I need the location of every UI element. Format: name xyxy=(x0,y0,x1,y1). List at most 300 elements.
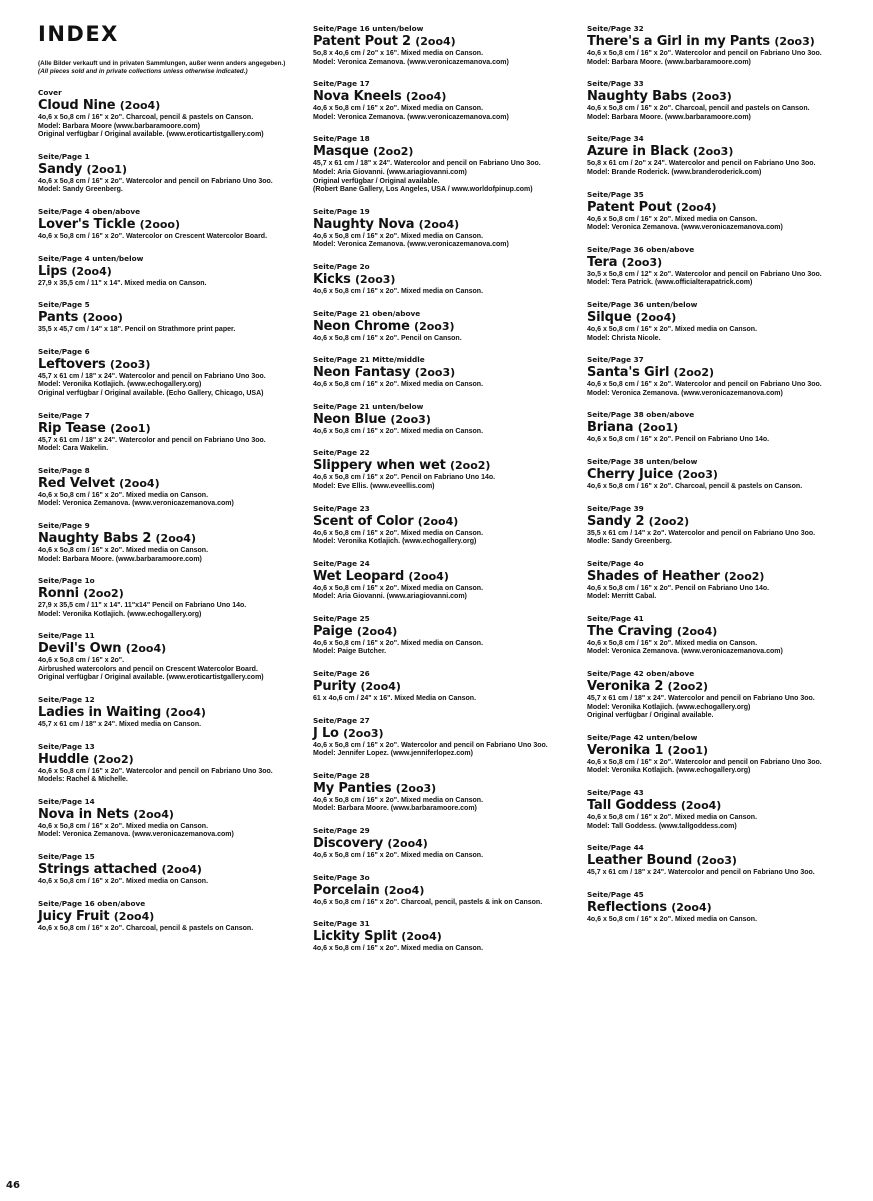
entry-page-reference: Seite/Page 36 unten/below xyxy=(587,299,698,309)
entry-detail-line: 4o,6 x 5o,8 cm / 16" x 2o". Charcoal, pencil & pastels on Canson. xyxy=(38,114,254,121)
entry-year: (2oo4) xyxy=(133,807,174,821)
page-number: 46 xyxy=(6,1180,20,1191)
entry-page-reference: Seite/Page 42 unten/below xyxy=(587,732,698,742)
entry-title-line xyxy=(587,200,867,216)
entry-title: Wet Leopard xyxy=(313,568,405,584)
index-entry xyxy=(38,742,300,785)
entry-detail-line: 35,5 x 45,7 cm / 14" x 18". Pencil on Strathmore print paper. xyxy=(38,326,236,334)
entry-title-line xyxy=(313,89,581,105)
index-entry xyxy=(38,254,300,289)
entry-title-line xyxy=(38,531,300,547)
entry-year: (2oo4) xyxy=(418,217,460,231)
entry-detail-line: 4o,6 x 5o,8 cm / 16" x 2o". Mixed media on Canson. xyxy=(313,232,484,240)
entry-page-reference: Seite/Page 36 oben/above xyxy=(587,244,695,254)
entry-detail-line: Model: Sandy Greenberg. xyxy=(38,186,123,194)
entry-year: (2oo4) xyxy=(165,706,206,720)
entry-page-reference: Seite/Page 1o xyxy=(38,576,95,586)
entry-page-reference: Seite/Page 5 xyxy=(38,300,90,310)
index-entry xyxy=(38,695,300,730)
entry-detail-line: Model: Brande Roderick. (www.branderoderick.com) xyxy=(587,168,762,176)
entry-detail-line: 4o,6 x 5o,8 cm / 16" x 2o". Charcoal, pencil & pastels on Canson. xyxy=(587,482,803,490)
entry-detail-line: 4o,6 x 5o,8 cm / 16" x 2o". Pencil on Fabriano Uno 14o. xyxy=(313,474,496,482)
entry-list xyxy=(38,88,300,933)
entry-detail-line: 4o,6 x 5o,8 cm / 16" x 2o". Watercolor and pencil on Fabriano Uno 3oo. xyxy=(587,758,822,766)
entry-title: Slippery when wet xyxy=(313,458,446,474)
index-entry xyxy=(313,669,581,704)
entry-page-reference: Seite/Page 22 xyxy=(313,448,370,458)
entry-title: Tera xyxy=(587,254,618,270)
index-entry xyxy=(587,788,867,831)
entry-title-line xyxy=(38,586,300,602)
index-entry xyxy=(38,88,300,140)
entry-title: Shades of Heather xyxy=(587,568,720,584)
entry-page-reference: Seite/Page 33 xyxy=(587,79,644,89)
entry-page-reference: Seite/Page 21 Mitte/middle xyxy=(313,355,425,365)
entry-page-reference: Seite/Page 43 xyxy=(587,788,644,798)
entry-title: Red Velvet xyxy=(38,475,115,491)
entry-title: Tall Goddess xyxy=(587,798,677,814)
entry-detail-line: 4o,6 x 5o,8 cm / 16" x 2o". Watercolor and pencil on Fabriano Uno 3oo. xyxy=(587,50,822,57)
entry-detail-line: 4o,6 x 5o,8 cm / 16" x 2o". Mixed media on Canson. xyxy=(313,287,484,295)
entry-title-line xyxy=(587,679,867,695)
entry-title-line xyxy=(587,900,867,916)
entry-title-line xyxy=(587,743,867,759)
entry-title: Huddle xyxy=(38,751,89,767)
entry-year: (2oo1) xyxy=(110,421,151,435)
entry-year: (2ooo) xyxy=(82,311,123,325)
entry-title: Ladies in Waiting xyxy=(38,705,162,721)
index-entry xyxy=(38,797,300,840)
entry-title: Nova in Nets xyxy=(38,806,130,822)
entry-page-reference: Seite/Page 44 xyxy=(587,843,644,853)
entry-title: My Panties xyxy=(313,780,392,796)
index-column-3 xyxy=(587,24,867,936)
entry-year: (2ooo) xyxy=(139,217,181,231)
entry-page-reference: Seite/Page 9 xyxy=(38,520,90,530)
entry-detail-line: 4o,6 x 5o,8 cm / 16" x 2o". xyxy=(38,657,125,665)
entry-page-reference: Seite/Page 8 xyxy=(38,465,90,475)
index-entry xyxy=(313,24,581,67)
entry-title-line xyxy=(313,679,581,695)
index-entry xyxy=(38,631,300,683)
entry-title-line xyxy=(587,365,867,381)
entry-title: Naughty Babs xyxy=(587,89,688,105)
entry-page-reference: Seite/Page 31 xyxy=(313,919,370,929)
entry-title-line xyxy=(38,217,300,233)
entry-detail-line: 4o,6 x 5o,8 cm / 16" x 2o". Mixed media on Canson. xyxy=(38,878,209,886)
index-entry xyxy=(587,559,867,602)
entry-detail-line: 45,7 x 61 cm / 18" x 24". Watercolor and pencil on Fabriano Uno 3oo. xyxy=(587,695,815,703)
entry-title: Silque xyxy=(587,309,632,325)
intro-note-german: (Alle Bilder verkauft und in privaten Sammlungen, außer wenn anders angegeben.) xyxy=(38,60,286,67)
index-entry xyxy=(38,347,300,399)
entry-year: (2oo1) xyxy=(667,743,709,757)
entry-title-line xyxy=(313,726,581,742)
entry-title-line xyxy=(587,34,867,50)
entry-detail-line: Model: Veronica Zemanova. (www.veronicazemanova.com) xyxy=(313,113,509,121)
entry-detail-line: Model: Veronica Zemanova. (www.veronicazemanova.com) xyxy=(313,241,509,249)
index-entry xyxy=(313,919,581,954)
index-entry xyxy=(313,826,581,861)
index-entry xyxy=(313,448,581,491)
entry-detail-line: Model: Veronica Zemanova. (www.veronicazemanova.com) xyxy=(587,389,783,397)
entry-year: (2oo3) xyxy=(354,272,396,286)
entry-detail-line: 4o,6 x 5o,8 cm / 16" x 2o". Mixed media on Canson. xyxy=(38,546,209,554)
entry-title: Leather Bound xyxy=(587,853,693,869)
entry-title: Purity xyxy=(313,679,357,695)
entry-title: Juicy Fruit xyxy=(38,908,110,924)
entry-year: (2oo2) xyxy=(93,752,134,766)
index-entry xyxy=(313,79,581,122)
entry-year: (2oo4) xyxy=(360,680,401,694)
entry-title-line xyxy=(313,144,581,160)
entry-title: Devil's Own xyxy=(38,641,122,657)
entry-title: Lover's Tickle xyxy=(38,216,136,232)
entry-title: Patent Pout xyxy=(587,199,672,215)
index-entry xyxy=(313,504,581,547)
entry-page-reference: Cover xyxy=(38,88,62,97)
entry-detail-line: 4o,6 x 5o,8 cm / 16" x 2o". Pencil on Canson. xyxy=(313,334,462,342)
entry-detail-line: Model: Eve Ellis. (www.eveellis.com) xyxy=(313,482,435,490)
entry-title-line xyxy=(313,781,581,797)
entry-year: (2oo3) xyxy=(774,35,815,48)
entry-detail-line: Airbrushed watercolors and pencil on Crescent Watercolor Board. xyxy=(38,665,258,673)
entry-detail-line: 4o,6 x 5o,8 cm / 16" x 2o". Mixed media on Canson. xyxy=(38,491,209,499)
entry-detail-line: Model: Barbara Moore (www.barbaramoore.com) xyxy=(38,122,200,130)
entry-title: Leftovers xyxy=(38,356,106,372)
entry-detail-line: 4o,6 x 5o,8 cm / 16" x 2o". Mixed media on Canson. xyxy=(313,529,484,537)
entry-title-line xyxy=(587,144,867,160)
entry-detail-line: Model: Veronika Kotlajich. (www.echogallery.org) xyxy=(587,767,751,775)
entry-detail-line: Model: Veronica Zemanova. (www.veronicazemanova.com) xyxy=(587,648,783,656)
entry-title-line xyxy=(313,569,581,585)
entry-detail-line: Model: Veronica Zemanova. (www.veronicazemanova.com) xyxy=(587,224,783,232)
entry-list xyxy=(313,24,581,954)
entry-title-line xyxy=(38,162,300,178)
entry-title-line xyxy=(38,641,300,657)
entry-title-line xyxy=(38,421,300,437)
index-entry xyxy=(38,411,300,454)
entry-title: Porcelain xyxy=(313,882,380,898)
entry-page-reference: Seite/Page 11 xyxy=(38,631,95,641)
entry-detail-line: 4o,6 x 5o,8 cm / 16" x 2o". Mixed media on Canson. xyxy=(313,639,484,647)
entry-year: (2oo4) xyxy=(113,909,155,923)
entry-title-line xyxy=(587,255,867,271)
entry-detail-line: 45,7 x 61 cm / 18" x 24". Watercolor and pencil on Fabriano Uno 3oo. xyxy=(38,372,266,380)
entry-page-reference: Seite/Page 35 xyxy=(587,189,644,199)
entry-title: There's a Girl in my Pants xyxy=(587,34,770,49)
entry-detail-line: Models: Rachel & Michelle. xyxy=(38,776,128,784)
index-entry xyxy=(587,24,867,67)
index-entry xyxy=(313,355,581,390)
entry-title-line xyxy=(313,458,581,474)
entry-year: (2oo2) xyxy=(648,514,690,528)
entry-year: (2oo1) xyxy=(86,162,127,176)
entry-detail-line: 4o,6 x 5o,8 cm / 16" x 2o". Mixed media on Canson. xyxy=(313,105,484,113)
entry-year: (2oo4) xyxy=(161,863,202,877)
entry-page-reference: Seite/Page 14 xyxy=(38,796,95,806)
entry-title-line xyxy=(313,929,581,945)
entry-year: (2oo3) xyxy=(677,467,718,481)
entry-title-line xyxy=(587,310,867,326)
entry-detail-line: Model: Aria Giovanni. (www.ariagiovanni.com) xyxy=(313,593,467,601)
entry-title-line xyxy=(38,310,300,326)
entry-title: Lickity Split xyxy=(313,929,397,945)
entry-title-line xyxy=(587,467,867,483)
entry-detail-line: 4o,6 x 5o,8 cm / 16" x 2o". Charcoal, pencil & pastels on Canson. xyxy=(38,924,254,932)
entry-detail-line: Model: Paige Butcher. xyxy=(313,648,387,656)
entry-year: (2oo3) xyxy=(343,726,384,740)
entry-page-reference: Seite/Page 29 xyxy=(313,826,370,836)
entry-year: (2oo3) xyxy=(390,412,431,426)
entry-title: Ronni xyxy=(38,586,79,602)
entry-year: (2oo2) xyxy=(667,680,709,694)
entry-detail-line: 4o,6 x 5o,8 cm / 16" x 2o". Mixed media on Canson. xyxy=(38,822,209,830)
entry-detail-line: Model: Barbara Moore. (www.barbaramoore.com) xyxy=(38,555,202,563)
entry-title: Cherry Juice xyxy=(587,466,674,482)
entry-title-line xyxy=(313,217,581,233)
entry-page-reference: Seite/Page 3o xyxy=(313,872,370,882)
entry-title-line xyxy=(313,272,581,288)
entry-detail-line: 4o,6 x 5o,8 cm / 16" x 2o". Mixed media on Canson. xyxy=(313,584,484,592)
entry-page-reference: Seite/Page 37 xyxy=(587,355,644,365)
entry-title: Neon Fantasy xyxy=(313,365,411,381)
entry-year: (2oo2) xyxy=(372,145,414,159)
entry-detail-line: 4o,6 x 5o,8 cm / 16" x 2o". Watercolor and pencil on Fabriano Uno 3oo. xyxy=(587,381,822,389)
entry-page-reference: Seite/Page 17 xyxy=(313,79,370,89)
entry-page-reference: Seite/Page 39 xyxy=(587,503,644,513)
entry-title-line xyxy=(313,624,581,640)
index-entry xyxy=(313,559,581,602)
entry-title-line xyxy=(313,514,581,530)
entry-detail-line: Model: Aria Giovanni. (www.ariagiovanni.com) xyxy=(313,168,467,176)
index-entry xyxy=(313,207,581,250)
entry-detail-line: Model: Barbara Moore. (www.barbaramoore.com) xyxy=(313,805,477,813)
index-entry xyxy=(313,262,581,297)
entry-title: Veronika 1 xyxy=(587,742,664,758)
entry-year: (2oo3) xyxy=(414,366,456,380)
entry-page-reference: Seite/Page 1 xyxy=(38,151,90,161)
intro-note-english: (All pieces sold and in private collections unless otherwise indicated.) xyxy=(38,68,248,75)
entry-detail-line: Original verfügbar / Original available. (Echo Gallery, Chicago, USA) xyxy=(38,389,264,397)
entry-year: (2oo2) xyxy=(449,459,491,473)
entry-page-reference: Seite/Page 4 unten/below xyxy=(38,253,144,263)
entry-title: Masque xyxy=(313,144,369,160)
entry-detail-line: 27,9 x 35,5 cm / 11" x 14". 11"x14" Pencil on Fabriano Uno 14o. xyxy=(38,602,247,610)
entry-title: Cloud Nine xyxy=(38,98,116,113)
entry-title: Sandy 2 xyxy=(587,513,645,529)
entry-title-line xyxy=(38,264,300,280)
entry-page-reference: Seite/Page 16 unten/below xyxy=(313,24,424,33)
entry-detail-line: 4o,6 x 5o,8 cm / 16" x 2o". Mixed media on Canson. xyxy=(313,852,484,860)
index-entry xyxy=(587,410,867,445)
entry-title-line xyxy=(38,705,300,721)
entry-detail-line: Model: Veronika Kotlajich. (www.echogallery.org) xyxy=(38,610,202,618)
entry-page-reference: Seite/Page 45 xyxy=(587,889,644,899)
entry-year: (2oo4) xyxy=(408,569,449,583)
entry-detail-line: 4o,6 x 5o,8 cm / 16" x 2o". Charcoal, pencil and pastels on Canson. xyxy=(587,105,810,113)
entry-detail-line: Model: Veronika Kotlajich. (www.echogallery.org) xyxy=(38,381,202,389)
entry-title-line xyxy=(38,98,300,114)
entry-detail-line: Original verfügbar / Original available. (www.eroticartistgallery.com) xyxy=(38,131,264,139)
entry-title: Azure in Black xyxy=(587,144,689,160)
entry-page-reference: Seite/Page 26 xyxy=(313,669,370,679)
index-entry xyxy=(587,355,867,398)
entry-detail-line: 3o,5 x 5o,8 cm / 12" x 2o". Watercolor and pencil on Fabriano Uno 3oo. xyxy=(587,270,822,278)
entry-year: (2oo4) xyxy=(387,837,428,851)
entry-detail-line: 4o,6 x 5o,8 cm / 16" x 2o". Mixed media on Canson. xyxy=(587,915,758,923)
entry-title: Paige xyxy=(313,623,353,639)
index-entry xyxy=(587,134,867,177)
entry-title-line xyxy=(38,909,300,925)
entry-detail-line: 4o,6 x 5o,8 cm / 16" x 2o". Mixed media on Canson. xyxy=(313,427,484,435)
entry-detail-line: 4o,6 x 5o,8 cm / 16" x 2o". Mixed media on Canson. xyxy=(587,215,758,223)
entry-year: (2oo4) xyxy=(71,264,112,278)
index-entry xyxy=(313,873,581,908)
entry-title: The Craving xyxy=(587,623,673,639)
entry-detail-line: Model: Tera Patrick. (www.officialterapatrick.com) xyxy=(587,279,753,287)
entry-page-reference: Seite/Page 24 xyxy=(313,558,370,568)
index-entry xyxy=(38,521,300,564)
entry-year: (2oo2) xyxy=(673,366,715,380)
entry-detail-line: 4o,6 x 5o,8 cm / 16" x 2o". Pencil on Fabriano Uno 14o. xyxy=(587,584,770,592)
entry-detail-line: Original verfügbar / Original available. xyxy=(313,177,440,185)
index-entry xyxy=(313,134,581,194)
entry-detail-line: Model: Veronica Zemanova. (www.veronicazemanova.com) xyxy=(38,831,234,839)
entry-title: Veronika 2 xyxy=(587,679,664,695)
entry-detail-line: 45,7 x 61 cm / 18" x 24". Mixed media on Canson. xyxy=(38,721,202,729)
entry-page-reference: Seite/Page 12 xyxy=(38,695,95,705)
entry-year: (2oo4) xyxy=(635,310,677,324)
entry-title-line xyxy=(587,569,867,585)
index-entry xyxy=(587,504,867,547)
entry-year: (2oo4) xyxy=(676,200,717,214)
entry-page-reference: Seite/Page 7 xyxy=(38,410,90,420)
entry-detail-line: Original verfügbar / Original available. xyxy=(587,712,714,720)
entry-title: Nova Kneels xyxy=(313,89,402,105)
entry-detail-line: Model: Veronika Kotlajich. (www.echogallery.org) xyxy=(313,538,477,546)
index-entry xyxy=(587,245,867,288)
entry-page-reference: Seite/Page 38 unten/below xyxy=(587,456,698,466)
entry-page-reference: Seite/Page 4o xyxy=(587,558,644,568)
entry-detail-line: (Robert Bane Gallery, Los Angeles, USA / www.worldofpinup.com) xyxy=(313,186,533,194)
index-entry xyxy=(38,300,300,335)
entry-detail-line: 4o,6 x 5o,8 cm / 16" x 2o". Pencil on Fabriano Uno 14o. xyxy=(587,436,770,444)
entry-title: Briana xyxy=(587,420,634,436)
entry-year: (2oo4) xyxy=(405,90,447,104)
entry-title-line xyxy=(38,807,300,823)
index-entry xyxy=(313,614,581,657)
entry-page-reference: Seite/Page 41 xyxy=(587,613,644,623)
index-entry xyxy=(587,457,867,492)
entry-detail-line: 45,7 x 61 cm / 18" x 24". Watercolor and pencil on Fabriano Uno 3oo. xyxy=(313,160,541,168)
entry-detail-line: 4o,6 x 5o,8 cm / 16" x 2o". Watercolor and pencil on Fabriano Uno 3oo. xyxy=(38,177,273,185)
entry-title: Santa's Girl xyxy=(587,365,670,381)
index-entry xyxy=(313,309,581,344)
entry-detail-line: Model: Jennifer Lopez. (www.jenniferlopez.com) xyxy=(313,750,473,758)
entry-page-reference: Seite/Page 34 xyxy=(587,134,644,144)
entry-page-reference: Seite/Page 19 xyxy=(313,206,370,216)
entry-page-reference: Seite/Page 42 oben/above xyxy=(587,669,695,679)
entry-detail-line: 4o,6 x 5o,8 cm / 16" x 2o". Mixed media on Canson. xyxy=(587,814,758,822)
entry-page-reference: Seite/Page 18 xyxy=(313,134,370,144)
entry-detail-line: 4o,6 x 5o,8 cm / 16" x 2o". Watercolor and pencil on Fabriano Uno 3oo. xyxy=(38,767,273,775)
entry-title: Discovery xyxy=(313,836,383,852)
index-entry xyxy=(313,771,581,814)
entry-page-reference: Seite/Page 27 xyxy=(313,715,370,725)
entry-title: Neon Chrome xyxy=(313,318,410,334)
entry-page-reference: Seite/Page 23 xyxy=(313,503,370,513)
entry-title-line xyxy=(313,836,581,852)
entry-year: (2oo4) xyxy=(383,883,425,897)
entry-page-reference: Seite/Page 25 xyxy=(313,613,370,623)
index-intro xyxy=(38,60,300,76)
entry-list xyxy=(587,24,867,924)
entry-year: (2oo3) xyxy=(395,781,437,795)
entry-page-reference: Seite/Page 2o xyxy=(313,261,370,271)
index-entry xyxy=(38,466,300,509)
index-entry xyxy=(38,207,300,242)
entry-year: (2oo4) xyxy=(356,624,398,638)
entry-detail-line: 4o,6 x 5o,8 cm / 16" x 2o". Mixed media on Canson. xyxy=(587,325,758,333)
entry-page-reference: Seite/Page 32 xyxy=(587,24,644,33)
entry-detail-line: 61 x 4o,6 cm / 24" x 16". Mixed Media on Canson. xyxy=(313,695,477,703)
index-entry xyxy=(587,614,867,657)
entry-detail-line: Model: Veronica Zemanova. (www.veronicazemanova.com) xyxy=(313,58,509,66)
index-entry xyxy=(587,733,867,776)
entry-detail-line: Model: Barbara Moore. (www.barbaramoore.com) xyxy=(587,113,751,121)
entry-title: Neon Blue xyxy=(313,411,387,427)
entry-year: (2oo4) xyxy=(417,514,459,528)
entry-detail-line: Model: Barbara Moore. (www.barbaramoore.com) xyxy=(587,58,751,66)
index-column-2 xyxy=(313,24,581,966)
entry-title-line xyxy=(587,798,867,814)
index-entry xyxy=(587,190,867,233)
entry-year: (2oo4) xyxy=(415,35,456,48)
index-entry xyxy=(587,79,867,122)
entry-page-reference: Seite/Page 6 xyxy=(38,346,90,356)
entry-title-line xyxy=(587,624,867,640)
entry-detail-line: Original verfügbar / Original available. (www.eroticartistgallery.com) xyxy=(38,674,264,682)
entry-page-reference: Seite/Page 4 oben/above xyxy=(38,206,141,216)
entry-title-line xyxy=(313,365,581,381)
entry-detail-line: 4o,6 x 5o,8 cm / 16" x 2o". Watercolor and pencil on Fabriano Uno 3oo. xyxy=(313,741,548,749)
index-entry xyxy=(38,152,300,195)
entry-year: (2oo3) xyxy=(109,357,151,371)
entry-detail-line: Model: Cara Wakelin. xyxy=(38,445,109,453)
entry-year: (2oo3) xyxy=(414,319,455,333)
entry-title-line xyxy=(38,752,300,768)
entry-detail-line: 4o,6 x 5o,8 cm / 16" x 2o". Mixed media on Canson. xyxy=(313,796,484,804)
entry-year: (2oo3) xyxy=(621,255,663,269)
entry-detail-line: 35,5 x 61 cm / 14" x 2o". Watercolor and pencil on Fabriano Uno 3oo. xyxy=(587,529,816,537)
entry-detail-line: 4o,6 x 5o,8 cm / 16" x 2o". Mixed media on Canson. xyxy=(587,639,758,647)
entry-detail-line: 5o,8 x 61 cm / 2o" x 24". Watercolor and pencil on Fabriano Uno 3oo. xyxy=(587,160,816,168)
entry-year: (2oo4) xyxy=(119,99,161,112)
entry-year: (2oo4) xyxy=(401,930,442,944)
entry-detail-line: Model: Veronica Zemanova. (www.veronicazemanova.com) xyxy=(38,500,234,508)
entry-detail-line: Model: Tall Goddess. (www.tallgoddess.com) xyxy=(587,822,737,830)
entry-title-line xyxy=(313,34,581,50)
entry-title: J Lo xyxy=(313,725,339,741)
index-entry xyxy=(587,890,867,925)
entry-year: (2oo3) xyxy=(691,90,732,104)
entry-title: Naughty Nova xyxy=(313,216,415,232)
entry-page-reference: Seite/Page 21 unten/below xyxy=(313,401,424,411)
entry-title-line xyxy=(313,319,581,335)
entry-year: (2oo4) xyxy=(680,799,722,813)
entry-page-reference: Seite/Page 15 xyxy=(38,852,95,862)
